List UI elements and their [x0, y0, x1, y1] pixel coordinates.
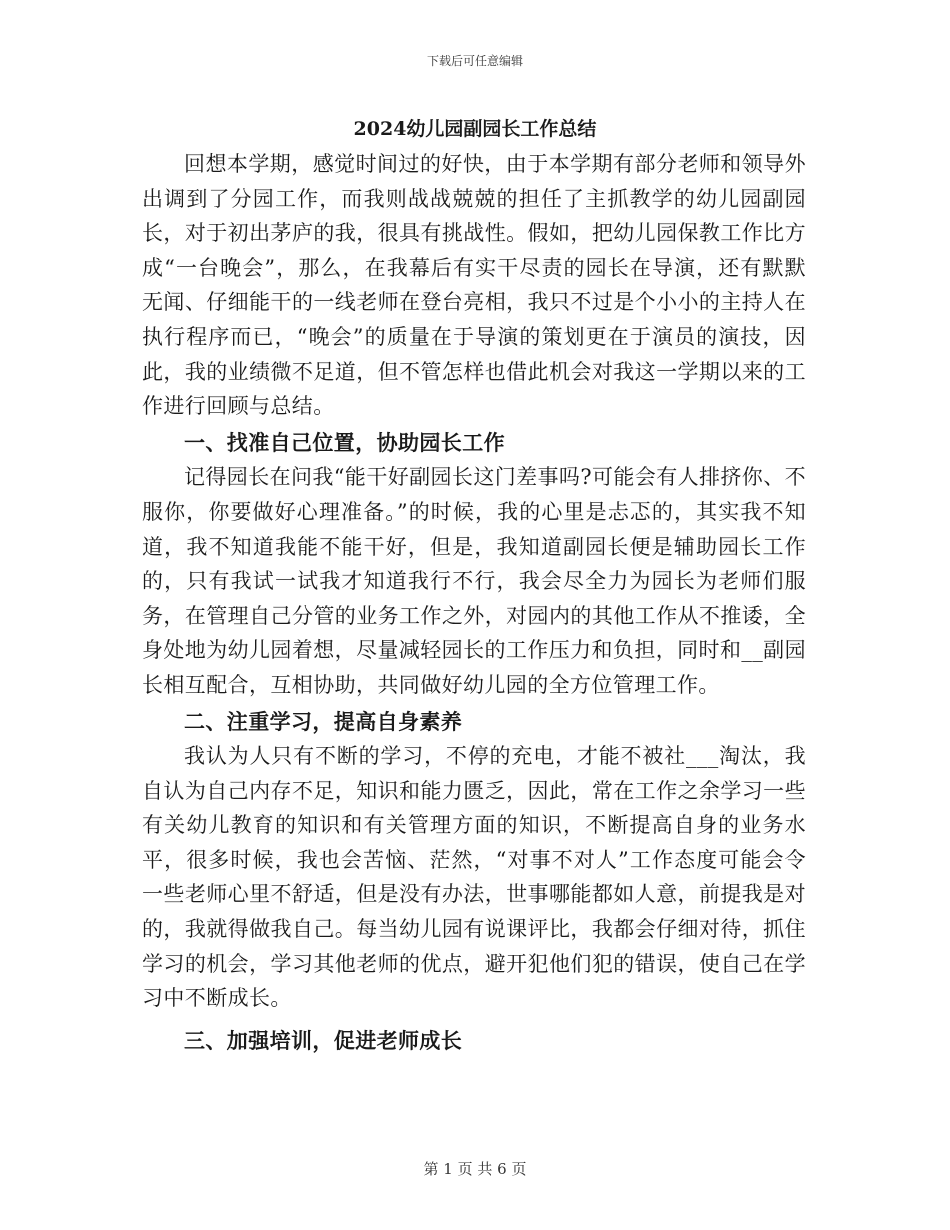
section-paragraph-2: 我认为人只有不断的学习，不停的充电，才能不被社___淘汰，我自认为自己内存不足，知识和能力匮乏，因此，常在工作之余学习一些有关幼儿教育的知识和有关管理方面的知识，不断提高自身的业务水平，很多时候，我也会苦恼、茫然，“对事不对人”工作态度可能会令一些老师心里不舒适，但是没有办法，世事哪能都如人意，前提我是对的，我就得做我自己。每当幼儿园有说课评比，我都会仔细对待，抓住学习的机会，学习其他老师的优点，避开犯他们犯的错误，使自己在学习中不断成长。: [142, 744, 806, 1011]
section-heading-1: 一、找准自己位置，协助园长工作: [184, 429, 505, 455]
document-title: 2024幼儿园副园长工作总结: [353, 118, 597, 140]
intro-paragraph: 回想本学期，感觉时间过的好快，由于本学期有部分老师和领导外出调到了分园工作，而我则战战兢兢的担任了主抓教学的幼儿园副园长，对于初出茅庐的我，很具有挑战性。假如，把幼儿园保教工作比方成“一台晚会”，那么，在我幕后有实干尽责的园长在导演，还有默默无闻、仔细能干的一线老师在登台亮相，我只不过是个小小的主持人在执行程序而已，“晚会”的质量在于导演的策划更在于演员的演技，因此，我的业绩微不足道，但不管怎样也借此机会对我这一学期以来的工作进行回顾与总结。: [142, 152, 806, 419]
section-paragraph-1: 记得园长在问我“能干好副园长这门差事吗?可能会有人排挤你、不服你，你要做好心理准备。”的时候，我的心里是忐忑的，其实我不知道，我不知道我能不能干好，但是，我知道副园长便是辅助园长工作的，只有我试一试我才知道我行不行，我会尽全力为园长为老师们服务，在管理自己分管的业务工作之外，对园内的其他工作从不推诿，全身处地为幼儿园着想，尽量减轻园长的工作压力和负担，同时和__副园长相互配合，互相协助，共同做好幼儿园的全方位管理工作。: [142, 465, 806, 697]
page-footer-number: 第 1 页 共 6 页: [423, 1160, 527, 1178]
section-heading-3: 三、加强培训，促进老师成长: [184, 1027, 463, 1053]
document-body: [142, 147, 806, 1058]
page-header-note: 下载后可任意编辑: [426, 54, 523, 68]
section-heading-2: 二、注重学习，提高自身素养: [184, 708, 463, 734]
